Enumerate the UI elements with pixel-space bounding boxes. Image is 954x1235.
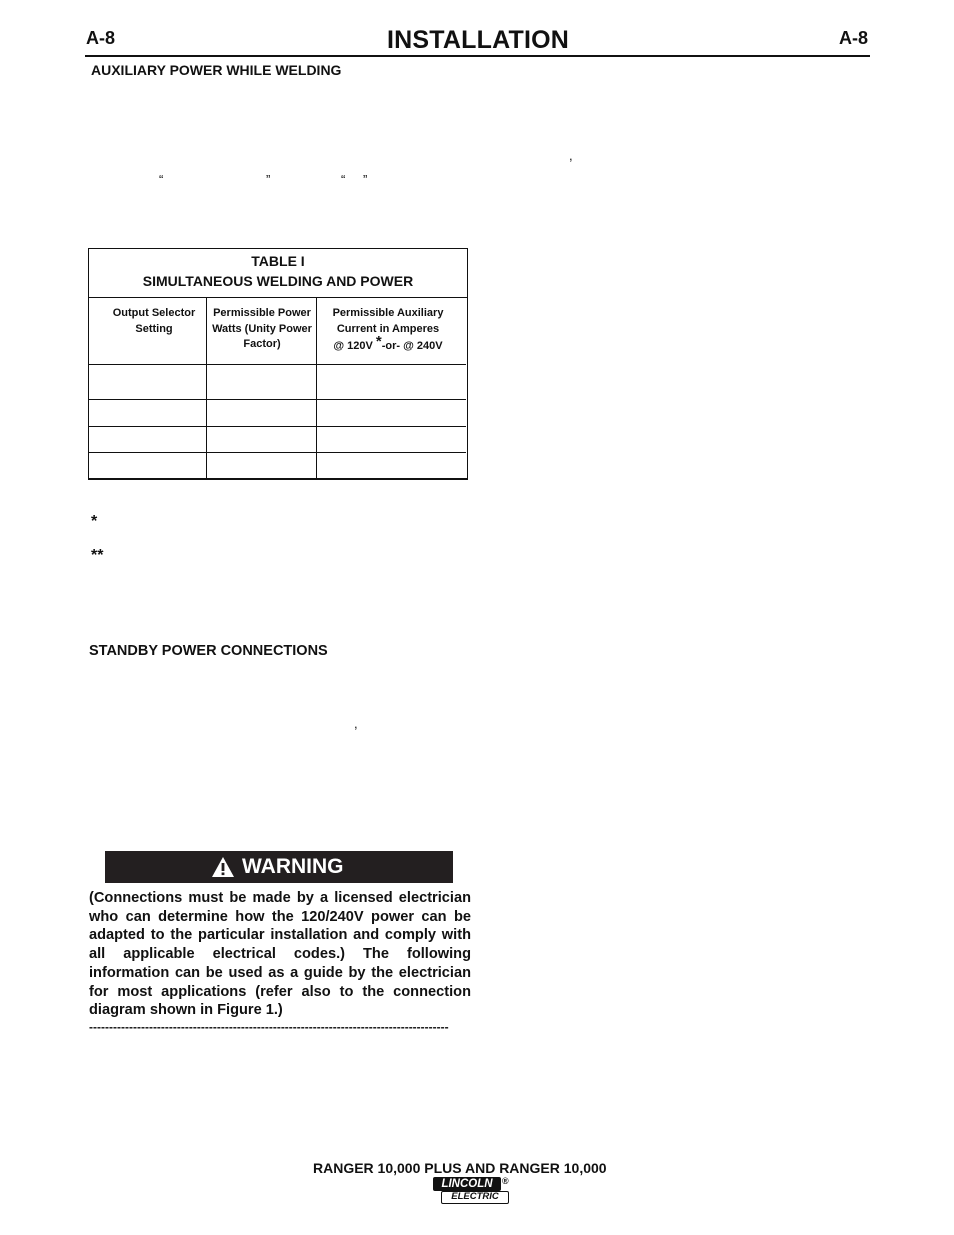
column-header-permissible-power [207,306,317,353]
page-title: INSTALLATION [387,26,570,54]
warning-banner [105,851,453,883]
lincoln-electric-logo [433,1177,511,1206]
column-header-line [317,333,459,355]
voltage-120-label: @ 120V [333,340,376,352]
stray-comma: , [569,148,573,163]
table-row-divider [88,399,466,400]
column-header-line: Watts (Unity Power [212,322,312,335]
column-header-output-selector [100,306,208,337]
logo-bottom-label: ELECTRIC [441,1191,509,1204]
warning-text: (Connections must be made by a licensed electrician who can determine how the 120/240V power can be adapted to the particular installation and comply with all applicable electrical codes.) The following information can be used as a guide by the electrician for most applications (refer also to the connection diagram shown in Figure 1.) [89,890,471,1019]
table-row-divider [88,452,466,453]
column-header-auxiliary-current [317,306,459,355]
header-rule [85,55,870,57]
stray-open-quote: “ [341,172,346,187]
column-header-line: Permissible Auxiliary [332,307,444,319]
column-header-line: Setting [135,322,173,335]
section-separator: ------------------------------------------------------------------------------------------ [89,1020,449,1034]
footnote-marker-single: * [91,513,98,530]
stray-open-quote: “ [159,172,164,187]
stray-close-quote: ” [363,172,368,187]
footnote-marker-double: ** [91,547,104,564]
warning-triangle-icon [211,856,235,878]
table-number: TABLE I [251,253,305,269]
table-column-divider [316,298,317,480]
table-row-divider [88,426,466,427]
page-number-left: A-8 [86,28,116,48]
table-row-divider [88,364,466,365]
stray-comma: , [354,716,358,731]
table-title [88,251,468,291]
logo-top-label: LINCOLN [433,1177,501,1191]
registered-mark: ® [502,1176,509,1186]
voltage-240-label: -or- @ 240V [381,340,443,352]
stray-close-quote: ” [266,172,271,187]
page-number-right: A-8 [839,28,869,48]
footnote-star-mark: * [375,333,382,350]
table-divider [88,297,468,298]
aux-power-heading: AUXILIARY POWER WHILE WELDING [91,62,342,78]
footer-model-name: RANGER 10,000 PLUS AND RANGER 10,000 [313,1160,607,1176]
column-header-line: Current in Amperes [336,322,440,335]
column-header-line: Factor) [243,338,281,350]
warning-label: WARNING [242,855,344,878]
table-column-divider [206,298,207,480]
column-header-line: Permissible Power [213,307,311,319]
standby-power-heading: STANDBY POWER CONNECTIONS [89,643,328,659]
table-caption: SIMULTANEOUS WELDING AND POWER [142,273,414,289]
column-header-line: Output Selector [112,307,196,319]
